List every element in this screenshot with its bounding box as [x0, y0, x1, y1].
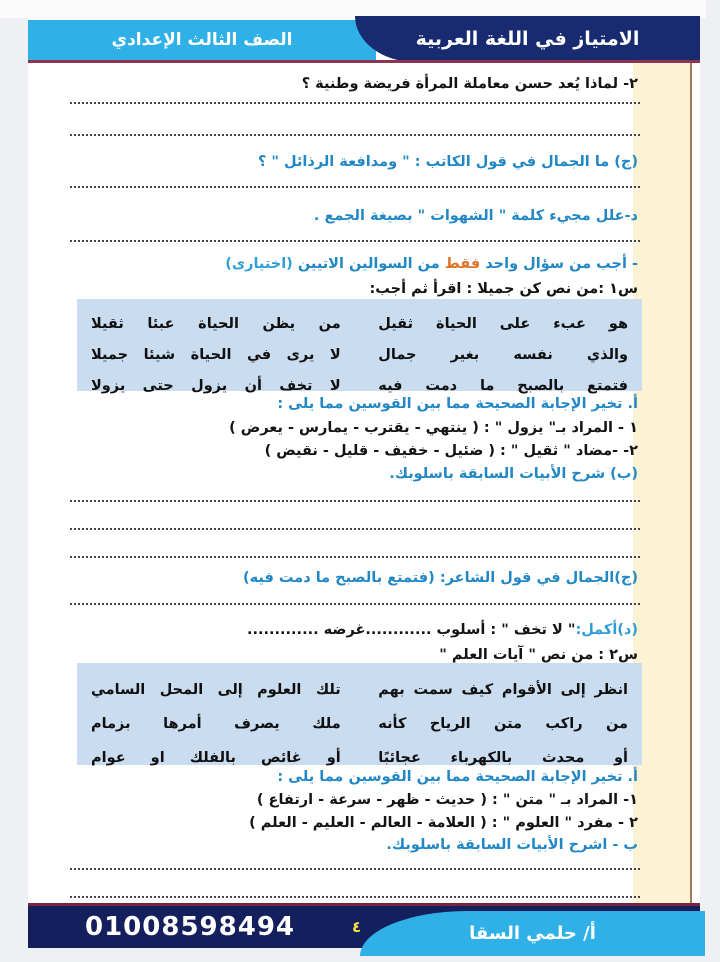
answer-dotted-line	[70, 864, 640, 870]
page-number: ٤	[352, 918, 362, 936]
header-rule	[28, 60, 700, 63]
verse-line: هو عبء على الحياة ثقيل	[378, 316, 628, 332]
verse-line: انظر إلى الأقوام كيف سمت بهم	[378, 682, 628, 698]
question-2: ٢- لماذا يُعد حسن معاملة المرأة فريضة وطنية ؟	[301, 76, 638, 92]
question-j2: (ج)الجمال في قول الشاعر: (فتمتع بالصبح ما دمت فيه)	[243, 570, 638, 586]
verse-line: أو محدث بالكهرباء عجائبًا	[378, 750, 628, 766]
phone-number: 01008598494	[85, 912, 295, 942]
mcq1-header: أ. تخير الإجابة الصحيحة مما بين القوسين مما يلى :	[277, 396, 638, 412]
answer-dotted-line	[70, 552, 640, 558]
poem1-left-column	[91, 309, 341, 394]
answer-dotted-line	[70, 236, 640, 242]
verse-line: لا تخف أن يزول حتى يزولا	[91, 378, 341, 394]
question-d1: د-علل مجيء كلمة " الشهوات " بصيغة الجمع .	[313, 208, 638, 224]
answer-dotted-line	[70, 182, 640, 188]
question-b1: (ب) شرح الأبيات السابقة باسلوبك.	[389, 466, 638, 482]
answer-dotted-line	[70, 98, 640, 104]
grade-title: الصف الثالث الإعدادي	[111, 30, 293, 50]
question-d2-label: (د)أكمل:	[575, 622, 638, 638]
header-subject-band	[355, 16, 700, 62]
poem-box-2	[77, 663, 642, 765]
answer-dotted-line	[70, 496, 640, 502]
footer-teacher-band	[360, 911, 705, 956]
answer-dotted-line	[70, 599, 640, 605]
question-s1: س١ :من نص كن جميلا : اقرأ ثم أجب:	[369, 281, 638, 297]
answer-dotted-line	[70, 892, 640, 898]
mcq2-item-1: ١- المراد بـ " متن " : ( حديث - ظهر - سرعة - ارتفاع )	[256, 792, 638, 808]
verse-line: تلك العلوم إلى المحل السامي	[91, 682, 341, 698]
mcq2-header: أ. تخير الإجابة الصحيحة مما بين القوسين مما يلى :	[277, 769, 638, 785]
verse-line: من راكب متن الرياح كأنه	[378, 716, 628, 732]
poem2-right-column	[378, 673, 628, 766]
verse-line: ملك يصرف أمرها بزمام	[91, 716, 341, 732]
header-grade-band	[28, 20, 376, 60]
poem1-right-column	[378, 309, 628, 394]
question-d2	[60, 622, 638, 638]
answer-dotted-line	[70, 130, 640, 136]
mcq1-item-1: ١ - المراد بـ" يزول " : ( ينتهي - يقترب - يمارس - يعرض )	[229, 420, 638, 436]
binding-margin	[633, 45, 692, 910]
verse-line: من يظن الحياة عبئا ثقيلا	[91, 316, 341, 332]
answer-dotted-line	[70, 524, 640, 530]
instruction-highlight: فقط	[444, 256, 481, 272]
question-d2-rest: " لا تخف " : أسلوب ............غرضه .............	[246, 622, 576, 638]
instruction-optional: (اختيارى)	[225, 256, 293, 272]
instruction-post: من السوالين الاتيين	[292, 256, 445, 272]
verse-line: أو غائص بالفلك او عوام	[91, 750, 341, 766]
mcq1-item-2: ٢- -مضاد " ثقيل " : ( ضئيل - خفيف - قليل - نقيض )	[264, 443, 638, 459]
poem-box-1	[77, 299, 642, 394]
instruction-pre: - أجب من سؤال واحد	[480, 256, 638, 272]
question-j1: (ج) ما الجمال في قول الكاتب : " ومدافعة الرذائل " ؟	[257, 154, 638, 170]
poem2-left-column	[91, 673, 341, 766]
verse-line: والذي نفسه بغير جمال	[378, 347, 628, 363]
verse-line: فتمتع بالصبح ما دمت فيه	[378, 378, 628, 394]
mcq2-item-2: ٢ - مفرد " العلوم " : ( العلامة - العالم - العليم - العلم )	[249, 815, 638, 831]
teacher-name: أ/ حلمي السقا	[469, 923, 596, 944]
question-b2: ب - اشرح الأبيات السابقة باسلوبك.	[386, 837, 638, 853]
verse-line: لا يرى في الحياة شيئا جميلا	[91, 347, 341, 363]
subject-title: الامتياز في اللغة العربية	[415, 28, 640, 50]
choose-one-instruction	[60, 256, 638, 272]
question-s2: س٢ : من نص " آيات العلم "	[439, 647, 638, 663]
